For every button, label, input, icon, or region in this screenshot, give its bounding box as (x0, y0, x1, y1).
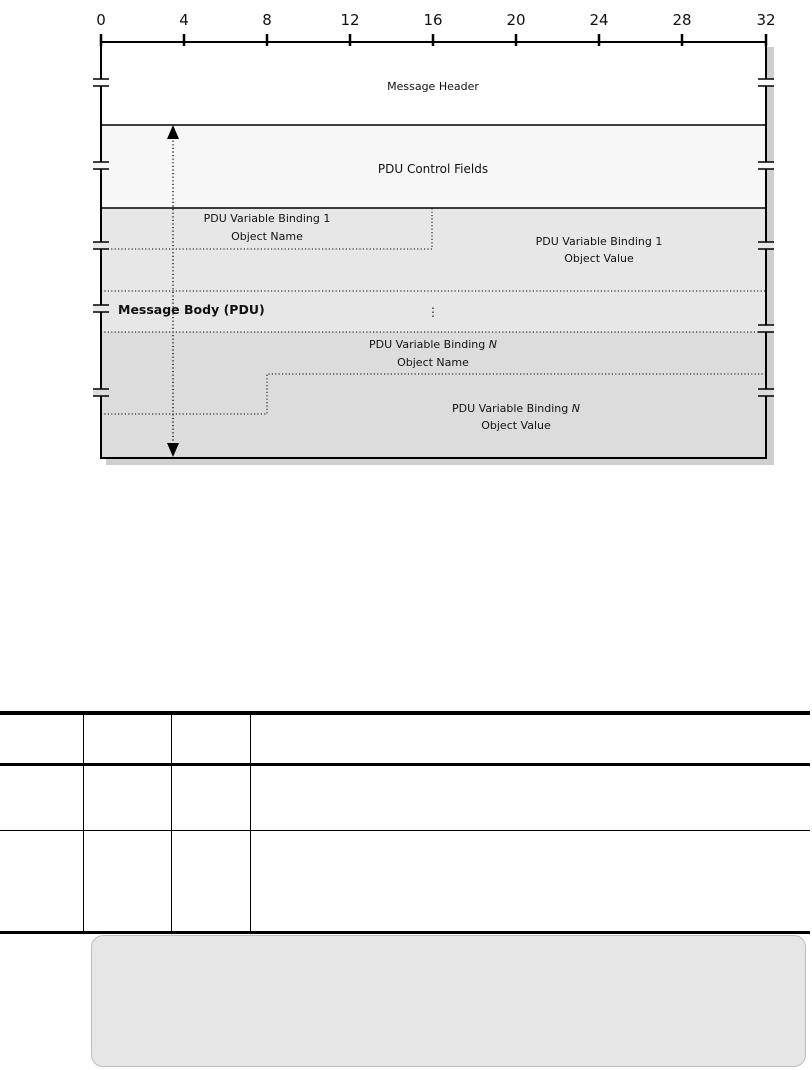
table-cell (84, 764, 172, 830)
ruler-tick-label: 24 (589, 11, 609, 29)
table-header-cell (251, 713, 811, 764)
message-header-label: Message Header (387, 80, 479, 93)
ruler-tick-label: 8 (262, 11, 272, 29)
ruler-tick-label: 32 (756, 11, 776, 29)
ruler-tick-label: 16 (423, 11, 443, 29)
table-header-cell (84, 713, 172, 764)
ruler-tick-label: 0 (96, 11, 106, 29)
continuation-ellipsis: ⋮ (427, 305, 439, 319)
table-cell (0, 764, 84, 830)
binding-n-name-label: PDU Variable Binding N (369, 338, 497, 351)
table-cell (251, 830, 811, 932)
ruler-tick-label: 12 (340, 11, 360, 29)
ruler-tick-label: 20 (506, 11, 526, 29)
binding-n-value-sublabel: Object Value (481, 419, 551, 432)
table-row (0, 764, 810, 830)
field-description-table (0, 711, 810, 934)
table-cell (251, 764, 811, 830)
table-cell (0, 830, 84, 932)
bit-ruler (96, 11, 775, 46)
note-box (91, 935, 806, 1067)
pdu-control-fields-label: PDU Control Fields (377, 162, 489, 176)
binding-1-value-sublabel: Object Value (564, 252, 634, 265)
table-cell (172, 764, 251, 830)
table-cell (172, 830, 251, 932)
ruler-tick-label: 28 (672, 11, 692, 29)
table-header-cell (0, 713, 84, 764)
ruler-tick-label: 4 (179, 11, 189, 29)
table-header-row (0, 713, 810, 764)
binding-n-value-label: PDU Variable Binding N (452, 402, 580, 415)
binding-1-name-sublabel: Object Name (231, 230, 303, 243)
table-cell (84, 830, 172, 932)
table-row (0, 830, 810, 932)
binding-1-value-label: PDU Variable Binding 1 (535, 235, 663, 248)
binding-1-name-label: PDU Variable Binding 1 (203, 212, 331, 225)
table-header-cell (172, 713, 251, 764)
message-body-label: Message Body (PDU) (118, 302, 265, 317)
binding-n-name-sublabel: Object Name (397, 356, 469, 369)
